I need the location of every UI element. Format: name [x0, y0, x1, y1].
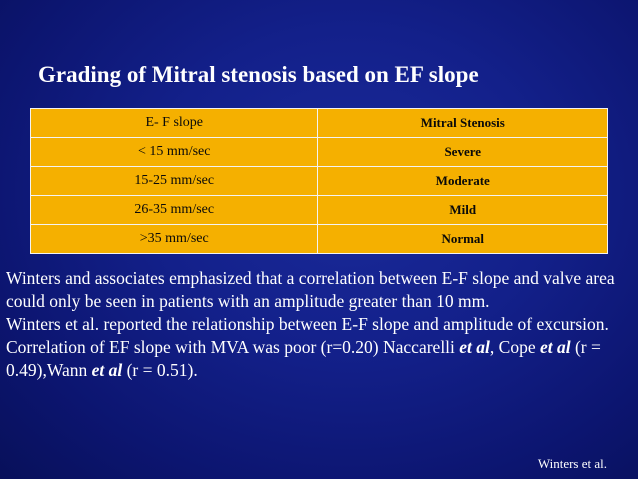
et-al-naccarelli: et al [459, 337, 490, 357]
table-row [31, 196, 608, 225]
reference-citation: Winters et al. [537, 456, 607, 471]
paragraph-amplitude: Winters and associates emphasized that a correlation between E-F slope and valve area could only be seen in patients with an amplitude greater than 10 mm. [6, 268, 615, 311]
grading-table [30, 108, 608, 254]
cell-grade: Mild [318, 196, 608, 225]
table-row [31, 138, 608, 167]
correlation-text-d: (r = 0.51). [122, 360, 198, 380]
correlation-text-c: (r = 0.49),Wann [6, 337, 601, 380]
correlation-text-b: , Cope [489, 337, 540, 357]
et-al-cope: et al [539, 337, 571, 357]
paragraph-relationship: Winters et al. reported the relationship between E-F slope and amplitude of excursion. [6, 314, 609, 334]
header-mitral-stenosis: Mitral Stenosis [318, 109, 608, 138]
table-row [31, 167, 608, 196]
correlation-text-a: Correlation of EF slope with MVA was poor (r=0.20) Naccarelli [6, 337, 460, 357]
header-ef-slope: E- F slope [31, 109, 318, 138]
cell-grade: Normal [318, 225, 608, 254]
cell-ef-slope: < 15 mm/sec [31, 138, 318, 167]
slide-title: Grading of Mitral stenosis based on EF slope [38, 62, 479, 87]
paragraph-correlation [6, 336, 632, 382]
cell-grade: Severe [318, 138, 608, 167]
table-header-row [31, 109, 608, 138]
cell-grade: Moderate [318, 167, 608, 196]
cell-ef-slope: 26-35 mm/sec [31, 196, 318, 225]
cell-ef-slope: 15-25 mm/sec [31, 167, 318, 196]
body-text [6, 267, 632, 382]
table-row [31, 225, 608, 254]
cell-ef-slope: >35 mm/sec [31, 225, 318, 254]
et-al-wann: et al [91, 360, 123, 380]
